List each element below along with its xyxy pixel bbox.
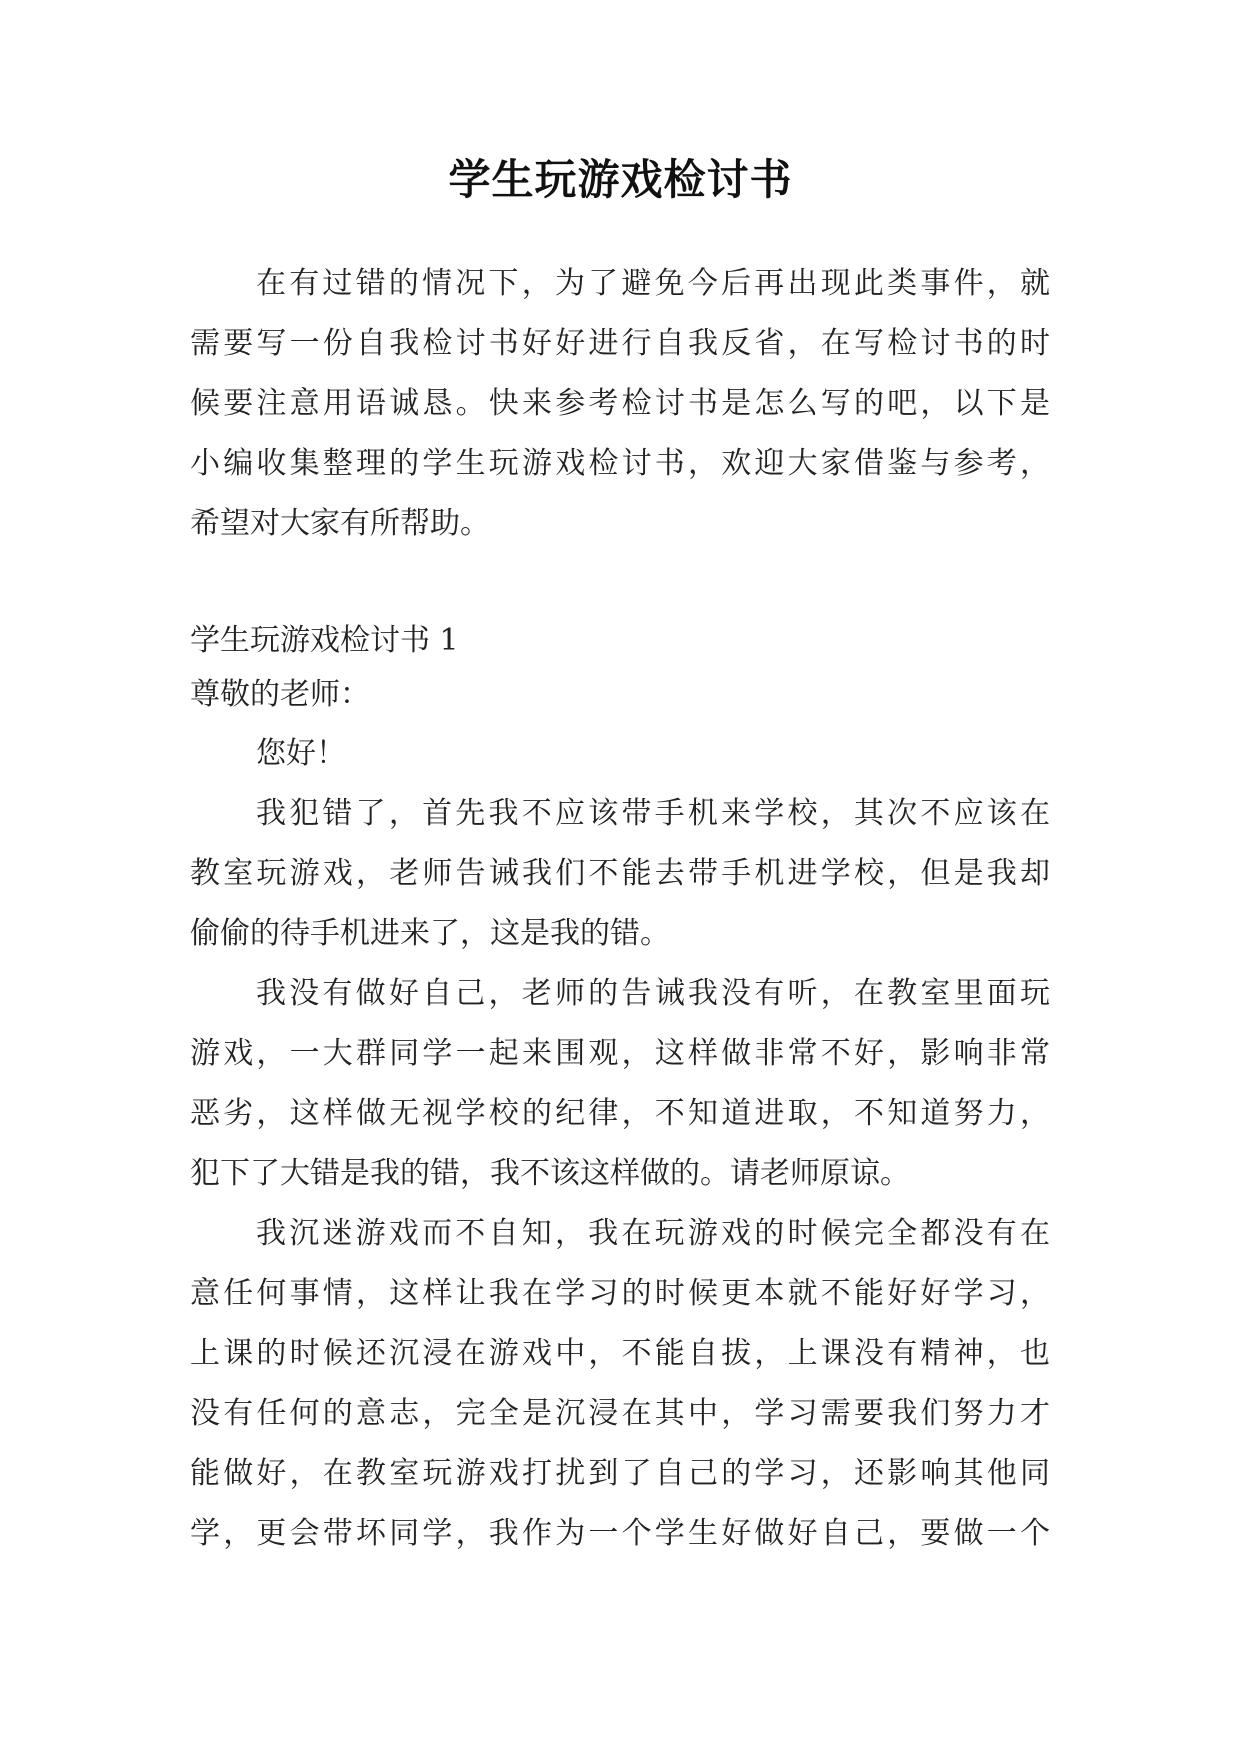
- paragraph-line: 我沉迷游戏而不自知，我在玩游戏的时候完全都没有在: [256, 1216, 1050, 1251]
- intro-line: 候要注意用语诚恳。快来参考检讨书是怎么写的吧，以下是: [190, 386, 1050, 421]
- document-body: [190, 254, 1050, 1694]
- salutation: 尊敬的老师：: [190, 677, 370, 712]
- paragraph-line: 恶劣，这样做无视学校的纪律，不知道进取，不知道努力，: [190, 1096, 1050, 1131]
- paragraph-line: 偷偷的待手机进来了，这是我的错。: [190, 916, 670, 951]
- paragraph-line: 学，更会带坏同学，我作为一个学生好做好自己，要做一个: [190, 1516, 1050, 1551]
- paragraph-line: 犯下了大错是我的错，我不该这样做的。请老师原谅。: [190, 1156, 910, 1191]
- document-title: 学生玩游戏检讨书: [448, 155, 793, 204]
- section-heading: 学生玩游戏检讨书 1: [190, 623, 459, 658]
- paragraph-line: 能做好，在教室玩游戏打扰到了自己的学习，还影响其他同: [190, 1456, 1050, 1491]
- paragraph-line: 游戏，一大群同学一起来围观，这样做非常不好，影响非常: [190, 1036, 1050, 1071]
- paragraph-line: 我犯错了，首先我不应该带手机来学校，其次不应该在: [256, 796, 1050, 831]
- intro-line: 在有过错的情况下，为了避免今后再出现此类事件，就: [256, 266, 1050, 301]
- intro-line: 希望对大家有所帮助。: [190, 506, 490, 541]
- intro-line: 小编收集整理的学生玩游戏检讨书，欢迎大家借鉴与参考，: [190, 446, 1050, 481]
- paragraph-line: 我没有做好自己，老师的告诫我没有听，在教室里面玩: [256, 976, 1050, 1011]
- paragraph-line: 意任何事情，这样让我在学习的时候更本就不能好好学习，: [190, 1276, 1050, 1311]
- paragraph-line: 教室玩游戏，老师告诫我们不能去带手机进学校，但是我却: [190, 856, 1050, 891]
- paragraph-line: 上课的时候还沉浸在游戏中，不能自拔，上课没有精神，也: [190, 1336, 1050, 1371]
- intro-line: 需要写一份自我检讨书好好进行自我反省，在写检讨书的时: [190, 326, 1050, 361]
- greeting: 您好！: [256, 736, 346, 771]
- paragraph-line: 没有任何的意志，完全是沉浸在其中，学习需要我们努力才: [190, 1396, 1050, 1431]
